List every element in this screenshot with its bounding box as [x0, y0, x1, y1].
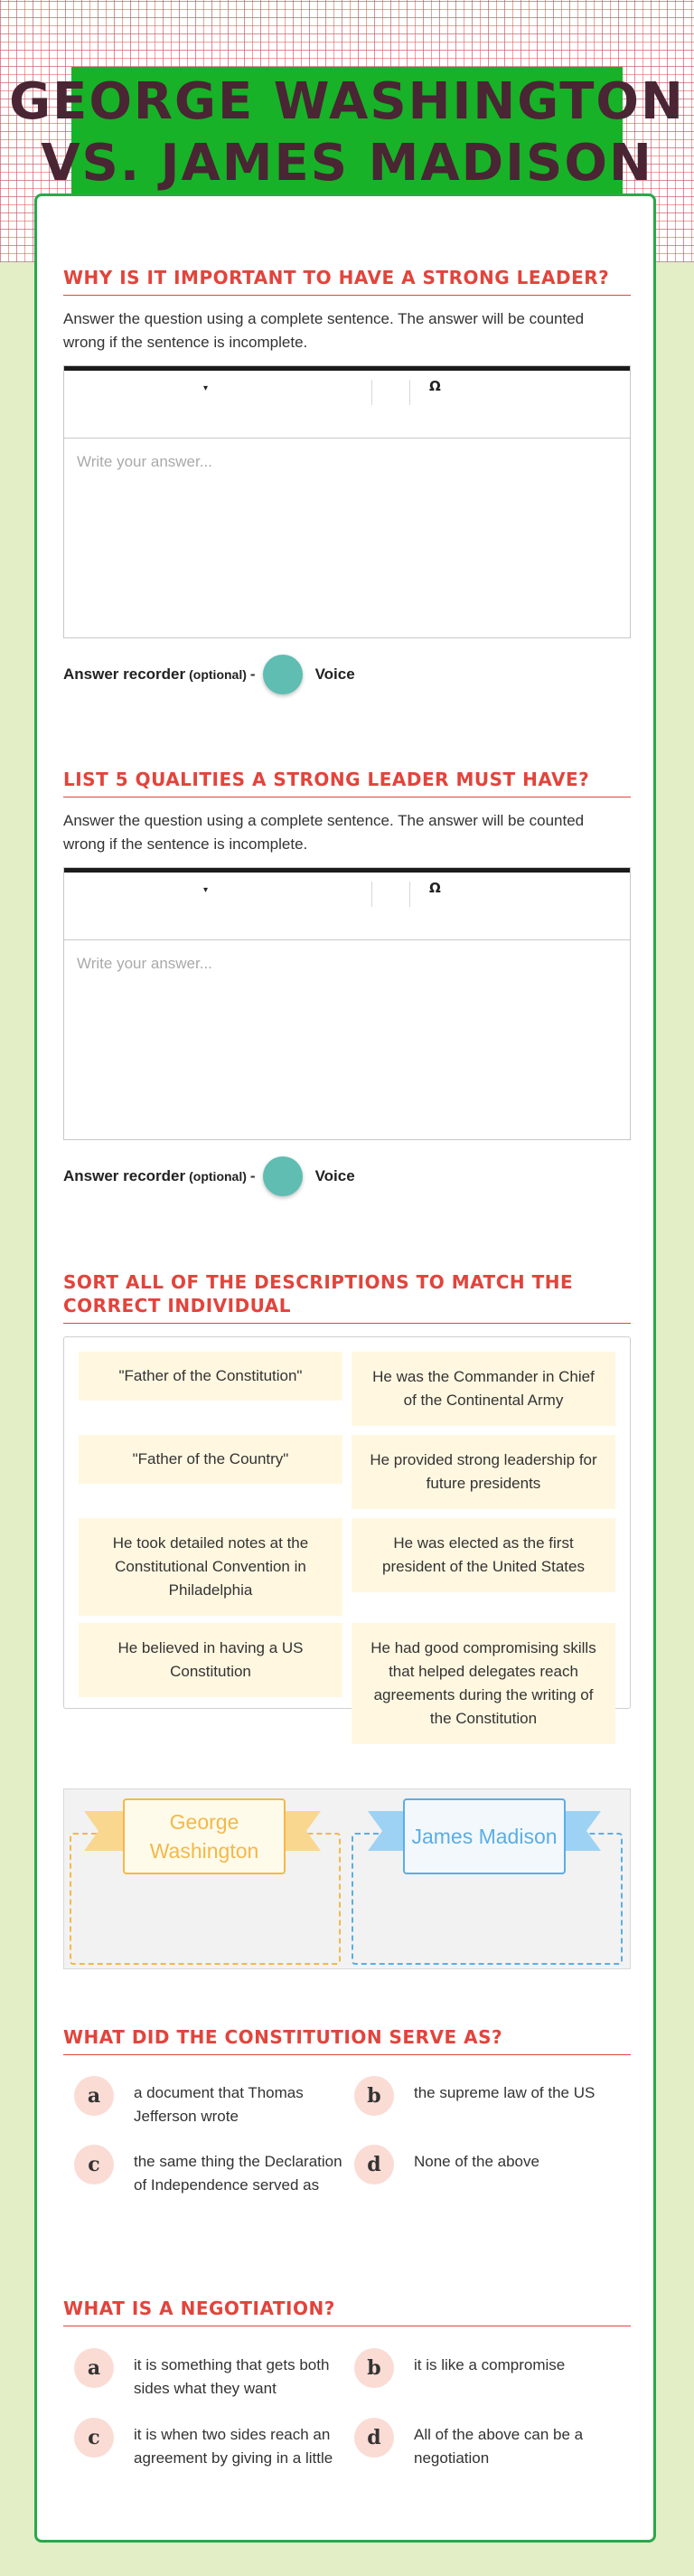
question-4-option-d[interactable] [354, 2150, 625, 2184]
question-4-option-b[interactable] [354, 2081, 625, 2116]
question-1-editor [63, 365, 631, 638]
question-4-option-a[interactable] [74, 2081, 345, 2128]
special-character-icon[interactable]: Ω [429, 378, 441, 394]
toolbar-divider [371, 882, 372, 907]
sort-item[interactable]: He provided strong leadership for future presidents [352, 1435, 615, 1509]
sort-item[interactable]: He was the Commander in Chief of the Continental Army [352, 1352, 615, 1426]
recorder-optional-label: (optional) [189, 1169, 247, 1184]
question-5-option-d[interactable] [354, 2423, 625, 2470]
question-1-title: WHY IS IT IMPORTANT TO HAVE A STRONG LEADER? [63, 266, 631, 296]
question-2-answer-recorder [63, 1156, 355, 1196]
toolbar-divider [409, 882, 410, 907]
option-letter-badge: b [354, 2076, 394, 2116]
option-text: a document that Thomas Jefferson wrote [134, 2084, 304, 2125]
question-2-instruction: Answer the question using a complete sentence. The answer will be counted wrong if the sentence is incomplete. [63, 812, 585, 853]
special-character-icon[interactable]: Ω [429, 880, 441, 896]
option-text: None of the above [414, 2153, 539, 2170]
option-text: it is when two sides reach an agreement by giving in a little [134, 2426, 333, 2467]
voice-label: Voice [314, 665, 355, 683]
question-4-title: WHAT DID THE CONSTITUTION SERVE AS? [63, 2025, 631, 2055]
recorder-label: Answer recorder [63, 665, 186, 683]
toolbar-divider [371, 380, 372, 405]
option-text: the supreme law of the US [414, 2084, 596, 2101]
record-voice-button[interactable] [263, 1156, 303, 1196]
option-letter-badge: a [74, 2348, 114, 2388]
recorder-label: Answer recorder [63, 1167, 186, 1184]
question-3-title: SORT ALL OF THE DESCRIPTIONS TO MATCH THE CORRECT INDIVIDUAL [63, 1270, 631, 1324]
voice-label: Voice [314, 1167, 355, 1184]
option-letter-badge: c [74, 2418, 114, 2458]
page-title-line-2: VS. JAMES MADISON [41, 133, 653, 193]
question-2-editor [63, 867, 631, 1140]
sort-item[interactable]: He took detailed notes at the Constitutional Convention in Philadelphia [79, 1518, 342, 1616]
option-text: it is like a compromise [414, 2356, 566, 2373]
question-5-option-c[interactable] [74, 2423, 345, 2470]
option-letter-badge: a [74, 2076, 114, 2116]
question-4-option-c[interactable] [74, 2150, 345, 2197]
title-banner [9, 67, 685, 198]
question-5-option-a[interactable] [74, 2354, 345, 2401]
question-1-instruction: Answer the question using a complete sentence. The answer will be counted wrong if the sentence is incomplete. [63, 310, 585, 351]
madison-category-label: James Madison [403, 1798, 566, 1874]
option-letter-badge: d [354, 2418, 394, 2458]
page-title-line-1: GEORGE WASHINGTON [9, 71, 685, 131]
option-letter-badge: c [74, 2145, 114, 2184]
option-text: the same thing the Declaration of Independence served as [134, 2153, 342, 2194]
option-text: it is something that gets both sides what they want [134, 2356, 330, 2397]
editor-toolbar [64, 366, 630, 439]
washington-category-label: George Washington [123, 1798, 286, 1874]
option-letter-badge: d [354, 2145, 394, 2184]
record-voice-button[interactable] [263, 655, 303, 694]
question-2-answer-input[interactable] [64, 940, 630, 1139]
recorder-dash: - [249, 1167, 256, 1184]
sort-drop-area [63, 1788, 631, 1969]
question-1-answer-recorder [63, 655, 355, 694]
sort-item[interactable]: "Father of the Country" [79, 1435, 342, 1484]
option-text: All of the above can be a negotiation [414, 2426, 584, 2467]
font-size-dropdown[interactable]: ▾ [203, 383, 209, 393]
sort-items-container [63, 1336, 631, 1727]
question-1-answer-input[interactable] [64, 439, 630, 637]
recorder-dash: - [249, 665, 256, 683]
sort-item[interactable]: He had good compromising skills that helped delegates reach agreements during the writing of the Constitution [352, 1623, 615, 1744]
recorder-optional-label: (optional) [189, 667, 247, 682]
option-letter-badge: b [354, 2348, 394, 2388]
sort-item[interactable]: He was elected as the first president of the United States [352, 1518, 615, 1592]
question-5-title: WHAT IS A NEGOTIATION? [63, 2297, 631, 2326]
question-5-option-b[interactable] [354, 2354, 625, 2388]
sort-item[interactable]: "Father of the Constitution" [79, 1352, 342, 1401]
sort-item[interactable]: He believed in having a US Constitution [79, 1623, 342, 1697]
font-size-dropdown[interactable]: ▾ [203, 885, 209, 895]
question-2-title: LIST 5 QUALITIES A STRONG LEADER MUST HAVE? [63, 768, 631, 797]
toolbar-divider [409, 380, 410, 405]
editor-toolbar [64, 868, 630, 940]
